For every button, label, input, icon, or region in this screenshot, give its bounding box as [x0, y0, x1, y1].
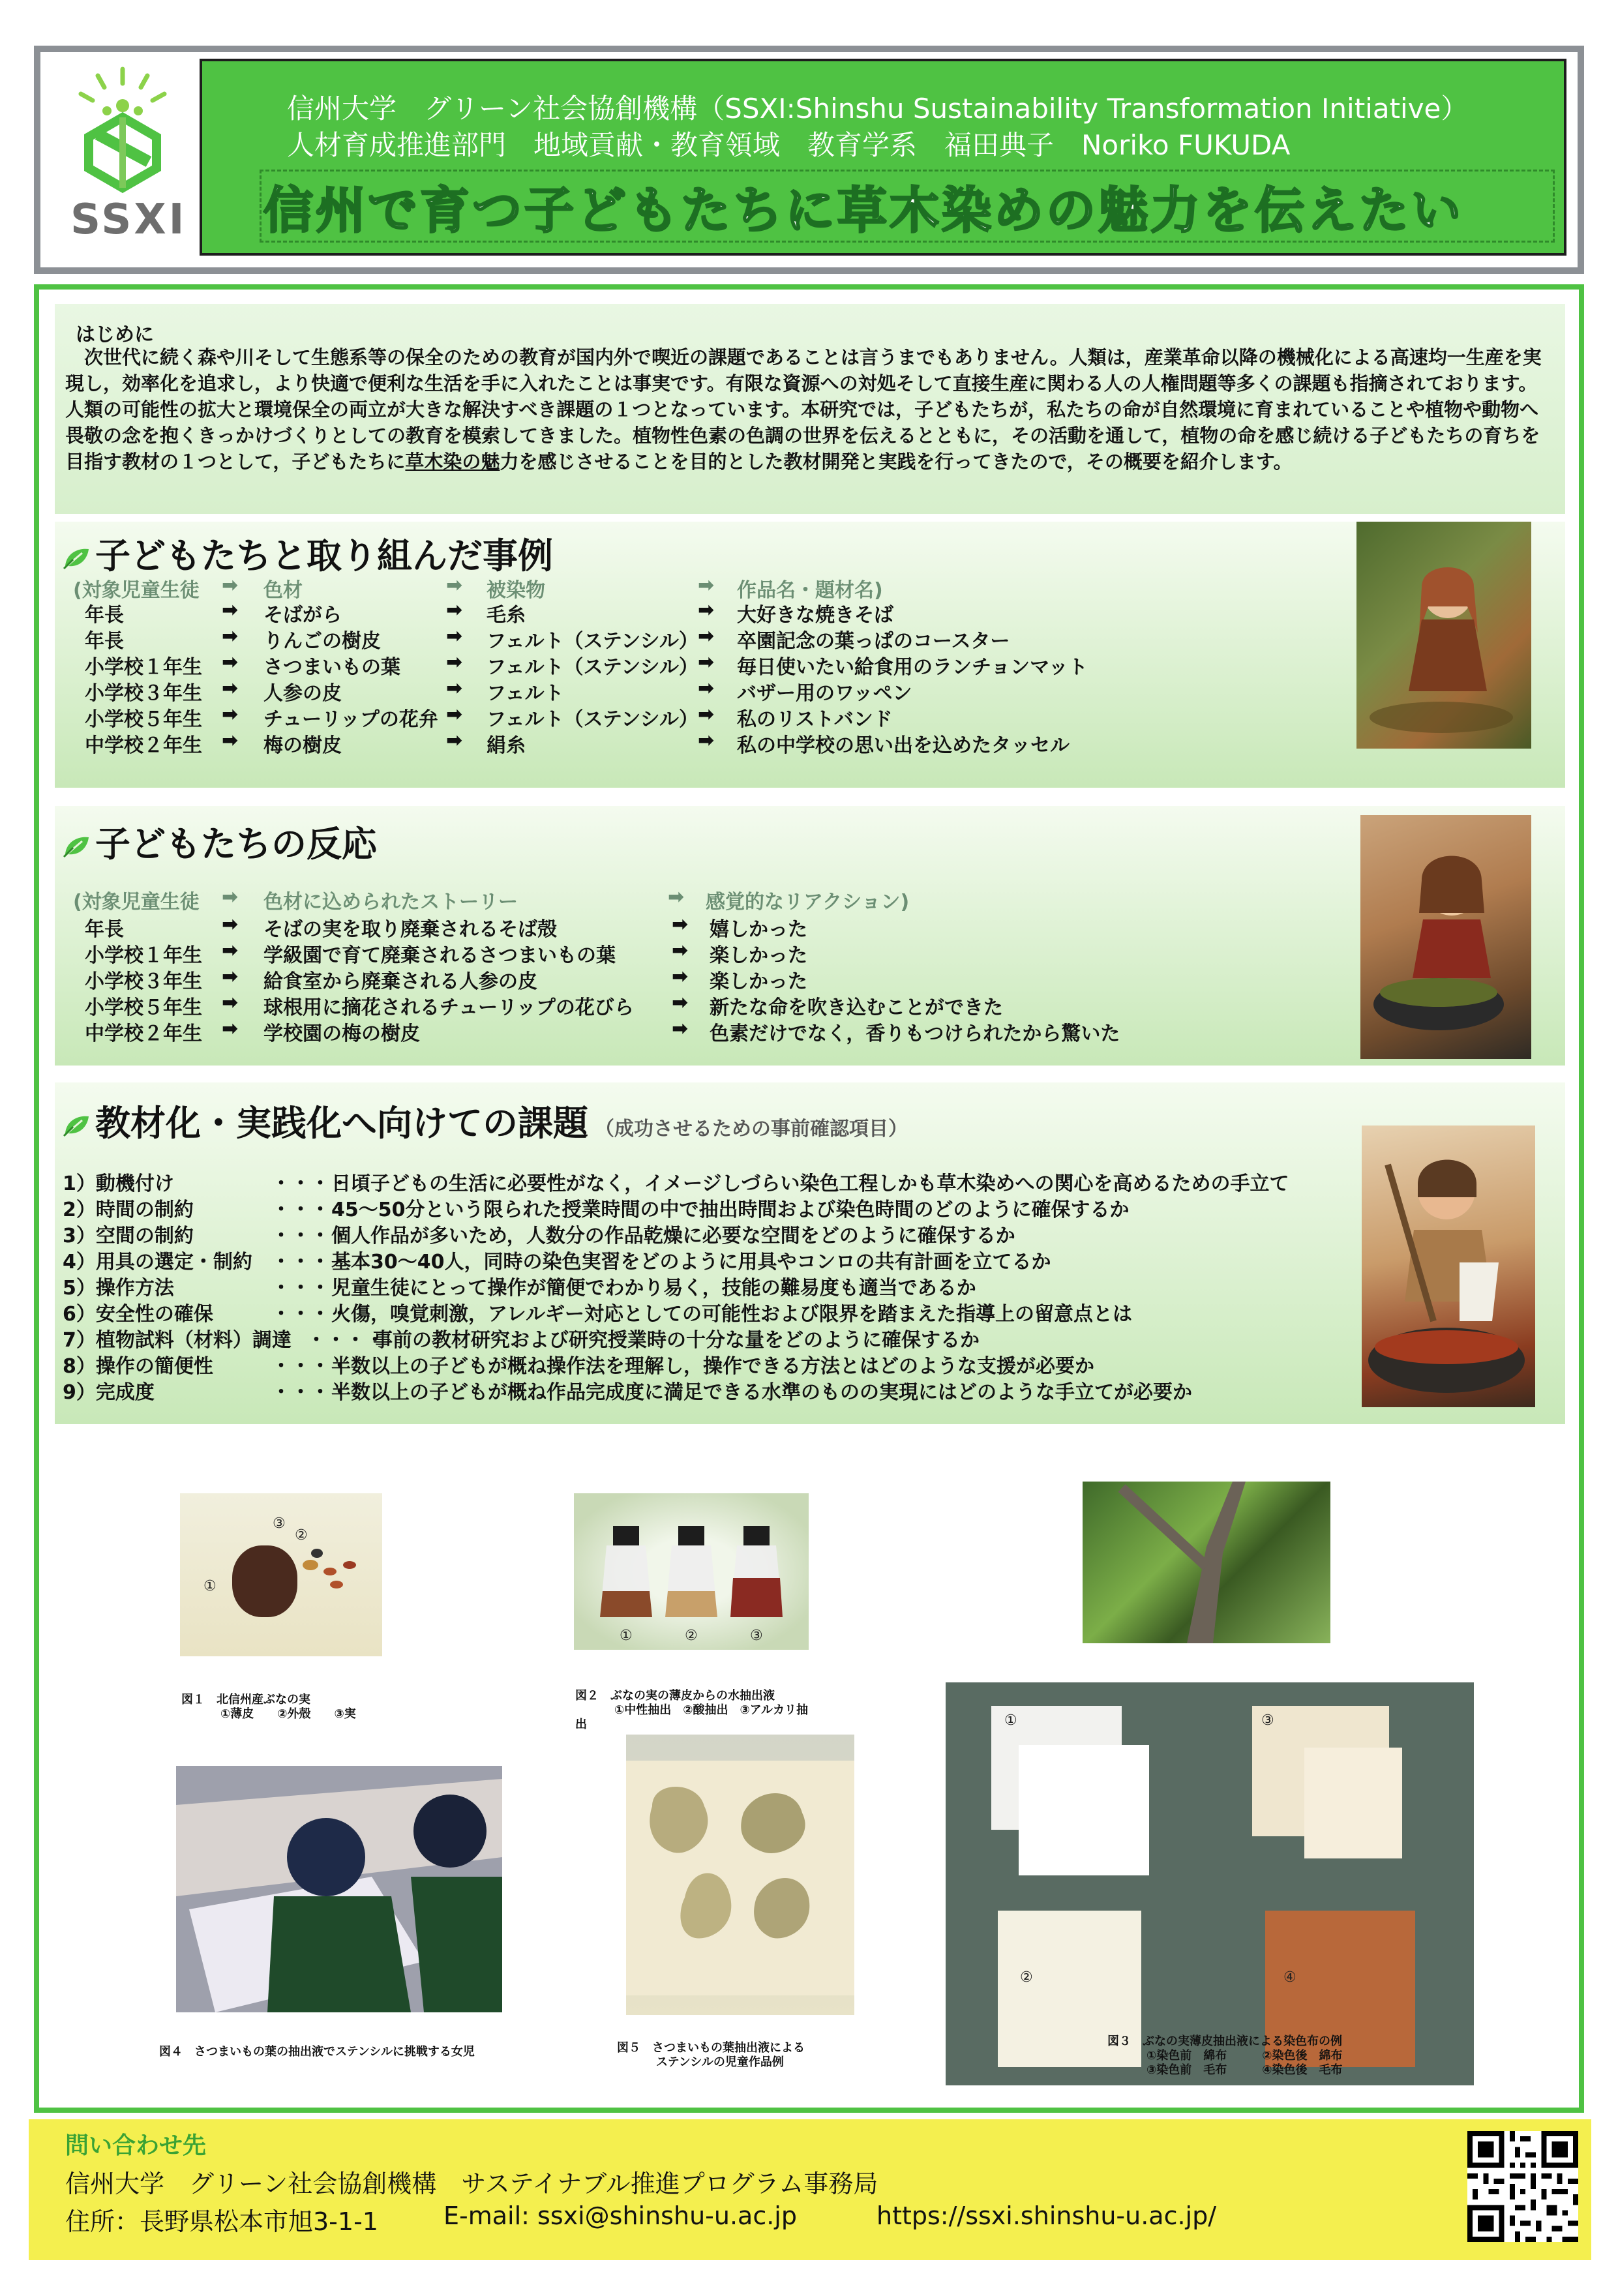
cell-reaction: 新たな命を吹き込むことができた	[710, 996, 1003, 1019]
issues-section-title	[63, 1096, 588, 1146]
intro-text-2: 力を感じさせることを目的とした教材開発と実践を行ってきたので，その概要を紹介します。	[500, 451, 1293, 473]
cloth-cotton-after-back	[1304, 1748, 1402, 1858]
figure-1-caption	[181, 1693, 356, 1722]
cell-grade: 年長	[85, 604, 124, 627]
issue-dots: ・・・・	[271, 1172, 350, 1195]
figure-child-stencil-photo	[176, 1766, 502, 2012]
cell-reaction: 楽しかった	[710, 970, 807, 993]
issue-text: 火傷，嗅覚刺激，アレルギー対応としての可能性および限界を踏まえた指導上の留意点とは	[331, 1303, 1133, 1326]
arrow-icon: ➡	[698, 651, 715, 674]
cell-grade: 中学校２年生	[85, 1022, 202, 1045]
marker-2: ②	[1020, 1969, 1033, 1986]
marker-1: ①	[620, 1628, 633, 1644]
issue-text: 45～50分という限られた授業時間の中で抽出時間および染色時間のどのように確保するか	[331, 1199, 1130, 1221]
issue-label: 9）完成度	[63, 1381, 155, 1404]
cell-grade: 中学校２年生	[85, 734, 202, 757]
figure-3-caption	[1107, 2035, 1342, 2078]
cases-header-material: 色材	[263, 579, 303, 602]
arrow-icon: ➡	[222, 677, 239, 700]
arrow-icon: ➡	[222, 886, 239, 908]
leaf-icon	[63, 835, 91, 858]
issue-text: 半数以上の子どもが概ね作品完成度に満足できる水準のものの実現にはどのような手立てが必要か	[331, 1381, 1192, 1404]
marker-4: ④	[1283, 1969, 1296, 1986]
issue-dots: ・・・・	[307, 1329, 385, 1352]
issue-label: 4）用具の選定・制約	[63, 1251, 252, 1274]
arrow-icon: ➡	[222, 913, 239, 936]
beech-nut-husks	[232, 1545, 297, 1617]
issue-dots: ・・・・	[271, 1303, 350, 1326]
cell-reaction: 楽しかった	[710, 944, 807, 967]
cloth-cotton-before-back	[1019, 1745, 1149, 1875]
contact-url[interactable]: https://ssxi.shinshu-u.ac.jp/	[876, 2201, 1217, 2230]
arrow-icon: ➡	[222, 651, 239, 674]
contact-organization: 信州大学 グリーン社会協創機構 サステイナブル推進プログラム事務局	[65, 2169, 878, 2198]
marker-3: ③	[750, 1628, 763, 1644]
issue-label: 3）空間の制約	[63, 1225, 194, 1247]
issues-subtitle: （成功させるための事前確認項目）	[595, 1118, 908, 1141]
arrow-icon: ➡	[698, 729, 715, 752]
cell-dyed: フェルト（ステンシル）	[487, 630, 698, 653]
issue-dots: ・・・・	[271, 1355, 350, 1378]
issue-dots: ・・・・	[271, 1251, 350, 1274]
figure-5-caption	[617, 2041, 805, 2070]
fig1-caption-l1: 図１ 北信州産ぶなの実	[181, 1693, 310, 1707]
issue-label: 5）操作方法	[63, 1277, 174, 1300]
arrow-icon: ➡	[222, 574, 239, 597]
cell-story: 学校園の梅の樹皮	[263, 1022, 420, 1045]
illustration-boy-dyeing-cloth	[1362, 1126, 1535, 1407]
arrow-icon: ➡	[222, 991, 239, 1014]
issue-label: 1）動機付け	[63, 1172, 174, 1195]
cell-grade: 小学校１年生	[85, 656, 202, 679]
cell-grade: 年長	[85, 630, 124, 653]
arrow-icon: ➡	[446, 599, 463, 621]
arrow-icon: ➡	[446, 651, 463, 674]
figure-2-caption	[575, 1689, 808, 1732]
cases-header-work: 作品名・題材名)	[737, 579, 883, 602]
cases-header-dyed: 被染物	[487, 579, 545, 602]
arrow-icon: ➡	[668, 886, 685, 908]
cell-grade: 小学校３年生	[85, 970, 202, 993]
cell-story: そばの実を取り廃棄されるそば殻	[263, 918, 557, 941]
figure-stencil-artwork-photo	[626, 1735, 854, 2015]
beech-nut-pieces	[297, 1545, 369, 1598]
cell-material: チューリップの花弁	[263, 708, 438, 731]
contact-label: 問い合わせ先	[65, 2132, 207, 2159]
cell-story: 学級園で育て廃棄されるさつまいもの葉	[263, 944, 616, 967]
cases-header-grade: (対象児童生徒	[73, 579, 200, 602]
leaf-icon	[63, 546, 91, 570]
cell-material: さつまいもの葉	[263, 656, 400, 679]
cell-material: そばがら	[263, 604, 342, 627]
bottle-neutral	[600, 1526, 652, 1617]
cell-dyed: 絹糸	[487, 734, 526, 757]
figure-beech-nuts-photo	[180, 1493, 382, 1656]
cell-grade: 小学校１年生	[85, 944, 202, 967]
issue-dots: ・・・・	[271, 1225, 350, 1247]
issue-text: 事前の教材研究および研究授業時の十分な量をどのように確保するか	[373, 1329, 980, 1352]
issue-label: 2）時間の制約	[63, 1199, 194, 1221]
cell-dyed: 毛糸	[487, 604, 526, 627]
arrow-icon: ➡	[672, 939, 689, 962]
arrow-icon: ➡	[222, 729, 239, 752]
cell-work: 私のリストバンド	[737, 708, 893, 731]
cell-dyed: フェルト（ステンシル）	[487, 708, 698, 731]
cases-section-title	[63, 528, 553, 578]
marker-2: ②	[295, 1527, 308, 1543]
arrow-icon: ➡	[446, 625, 463, 648]
intro-body	[65, 344, 1552, 475]
cell-work: バザー用のワッペン	[737, 682, 912, 705]
arrow-icon: ➡	[222, 1017, 239, 1040]
intro-text-1: 次世代に続く森や川そして生態系等の保全のための教育が国内外で喫近の課題であることは言うまでもありません。人類は，産業革命以降の機械化による高速均一生産を実現し，効率化を追求し，より快適で便利な生活を手に入れたことは事実です。有限な資源への対処そして直接生産に関わる人の人権問題等多くの課題も指摘されております。人類の可能性の拡大と環境保全の両立が大きな解決すべき課題の１つとなっています。本研究では，子どもたちが，私たちの命が自然環境に育まれていることや植物や動物へ畏敬の念を抱くきっかけづくりとしての教育を模索してきました。植物性色素の色調の世界を伝えるとともに，その活動を通して，植物の命を感じ続ける子どもたちの育ちを目指す教材の１つとして，子どもたちに	[65, 346, 1542, 473]
arrow-icon: ➡	[446, 703, 463, 726]
issue-label: 8）操作の簡便性	[63, 1355, 213, 1378]
issue-text: 日頃子どもの生活に必要性がなく，イメージしづらい染色工程しかも草木染めへの関心を高めるための手立て	[331, 1172, 1289, 1195]
fig2-caption-l1: 図２ ぶなの実の薄皮からの水抽出液	[575, 1689, 775, 1703]
marker-3: ③	[273, 1515, 286, 1532]
marker-1: ①	[1004, 1712, 1017, 1729]
figure-extract-bottles-photo	[574, 1493, 809, 1650]
cell-dyed: フェルト（ステンシル）	[487, 656, 698, 679]
issue-text: 半数以上の子どもが概ね操作法を理解し，操作できる方法とはどのような支援が必要か	[331, 1355, 1094, 1378]
issue-text: 基本30～40人，同時の染色実習をどのように用具やコンロの共有計画を立てるか	[331, 1251, 1051, 1274]
arrow-icon: ➡	[698, 625, 715, 648]
arrow-icon: ➡	[222, 939, 239, 962]
reactions-header-reaction: 感覚的なリアクション)	[706, 891, 910, 914]
cell-material: 人参の皮	[263, 682, 342, 705]
arrow-icon: ➡	[672, 991, 689, 1014]
fig1-caption-l2: ①薄皮 ②外殻 ③実	[220, 1707, 356, 1721]
cell-grade: 小学校５年生	[85, 996, 202, 1019]
cell-reaction: 色素だけでなく，香りもつけられたから驚いた	[710, 1022, 1120, 1045]
marker-3: ③	[1261, 1712, 1274, 1729]
issue-dots: ・・・・	[271, 1199, 350, 1221]
arrow-icon: ➡	[446, 677, 463, 700]
reactions-header-story: 色材に込められたストーリー	[263, 891, 518, 914]
arrow-icon: ➡	[698, 574, 715, 597]
arrow-icon: ➡	[672, 913, 689, 936]
reactions-title-text: 子どもたちの反応	[95, 824, 377, 865]
cell-work: 卒園記念の葉っぱのコースター	[737, 630, 1010, 653]
fig2-caption-l2: ①中性抽出 ②酸抽出 ③アルカリ抽	[614, 1703, 808, 1717]
cell-material: りんごの樹皮	[263, 630, 381, 653]
issue-dots: ・・・・	[271, 1381, 350, 1404]
cell-reaction: 嬉しかった	[710, 918, 807, 941]
contact-address: 住所：長野県松本市旭3-1-1	[65, 2207, 378, 2236]
cell-story: 球根用に摘花されるチューリップの花びら	[263, 996, 634, 1019]
illustration-girl-collecting-leaves	[1356, 522, 1531, 749]
bottle-acid	[665, 1526, 717, 1617]
figure-beech-tree-photo	[1083, 1482, 1330, 1643]
arrow-icon: ➡	[672, 1017, 689, 1040]
arrow-icon: ➡	[222, 599, 239, 621]
fig2-caption-l3: 出	[575, 1718, 587, 1731]
cell-material: 梅の樹皮	[263, 734, 342, 757]
cases-title-text: 子どもたちと取り組んだ事例	[95, 535, 553, 576]
illustration-girl-stirring-pot	[1360, 815, 1531, 1059]
cell-dyed: フェルト	[487, 682, 564, 705]
intro-heading: はじめに	[76, 323, 154, 346]
figure-4-caption: 図４ さつまいもの葉の抽出液でステンシルに挑戦する女児	[159, 2045, 475, 2059]
cell-grade: 年長	[85, 918, 124, 941]
issue-label: 6）安全性の確保	[63, 1303, 213, 1326]
fig3-caption-l1: 図３ ぶなの実薄皮抽出液による染色布の例	[1107, 2035, 1342, 2048]
contact-email[interactable]: E-mail: ssxi@shinshu-u.ac.jp	[443, 2201, 797, 2230]
affiliation-line: 信州大学 グリーン社会協創機構（SSXI:Shinshu Sustainability Transformation Initiative）	[287, 93, 1469, 125]
issue-text: 個人作品が多いため，人数分の作品乾燥に必要な空間をどのように確保するか	[331, 1225, 1015, 1247]
cell-story: 給食室から廃棄される人参の皮	[263, 970, 537, 993]
issue-label: 7）植物試料（材料）調達	[63, 1329, 292, 1352]
arrow-icon: ➡	[446, 574, 463, 597]
arrow-icon: ➡	[446, 729, 463, 752]
arrow-icon: ➡	[672, 965, 689, 988]
intro-underlined: 草木染の魅	[405, 451, 500, 473]
marker-2: ②	[685, 1628, 698, 1644]
qr-code-icon[interactable]	[1467, 2131, 1578, 2242]
marker-1: ①	[203, 1578, 217, 1594]
fig3-caption-l2: ①染色前 綿布 ②染色後 綿布	[1146, 2049, 1343, 2063]
cell-work: 毎日使いたい給食用のランチョンマット	[737, 656, 1088, 679]
arrow-icon: ➡	[698, 599, 715, 621]
bottle-alkali	[730, 1526, 783, 1617]
arrow-icon: ➡	[222, 625, 239, 648]
cell-grade: 小学校３年生	[85, 682, 202, 705]
issues-title-text: 教材化・実践化へ向けての課題	[95, 1103, 588, 1144]
author-line: 人材育成推進部門 地域貢献・教育領域 教育学系 福田典子 Noriko FUKUDA	[287, 129, 1291, 161]
leaf-icon	[63, 1114, 91, 1137]
fig3-caption-l3: ③染色前 毛布 ④染色後 毛布	[1146, 2063, 1343, 2077]
arrow-icon: ➡	[222, 703, 239, 726]
arrow-icon: ➡	[698, 677, 715, 700]
issue-dots: ・・・・	[271, 1277, 350, 1300]
cell-work: 大好きな焼きそば	[737, 604, 893, 627]
reactions-header-grade: (対象児童生徒	[73, 891, 200, 914]
cell-grade: 小学校５年生	[85, 708, 202, 731]
fig5-caption-l1: 図５ さつまいもの葉抽出液による	[617, 2041, 805, 2055]
arrow-icon: ➡	[698, 703, 715, 726]
arrow-icon: ➡	[222, 965, 239, 988]
reactions-section-title	[63, 816, 377, 867]
logo-text: SSXI	[70, 196, 187, 244]
figure-dyed-cloth-photo	[946, 1682, 1474, 2085]
issue-text: 児童生徒にとって操作が簡便でわかり易く，技能の難易度も適当であるか	[331, 1277, 976, 1300]
page-title: 信州で育つ子どもたちに草木染めの魅力を伝えたい	[263, 181, 1463, 239]
cell-work: 私の中学校の思い出を込めたタッセル	[737, 734, 1070, 757]
fig5-caption-l2: ステンシルの児童作品例	[656, 2055, 784, 2069]
